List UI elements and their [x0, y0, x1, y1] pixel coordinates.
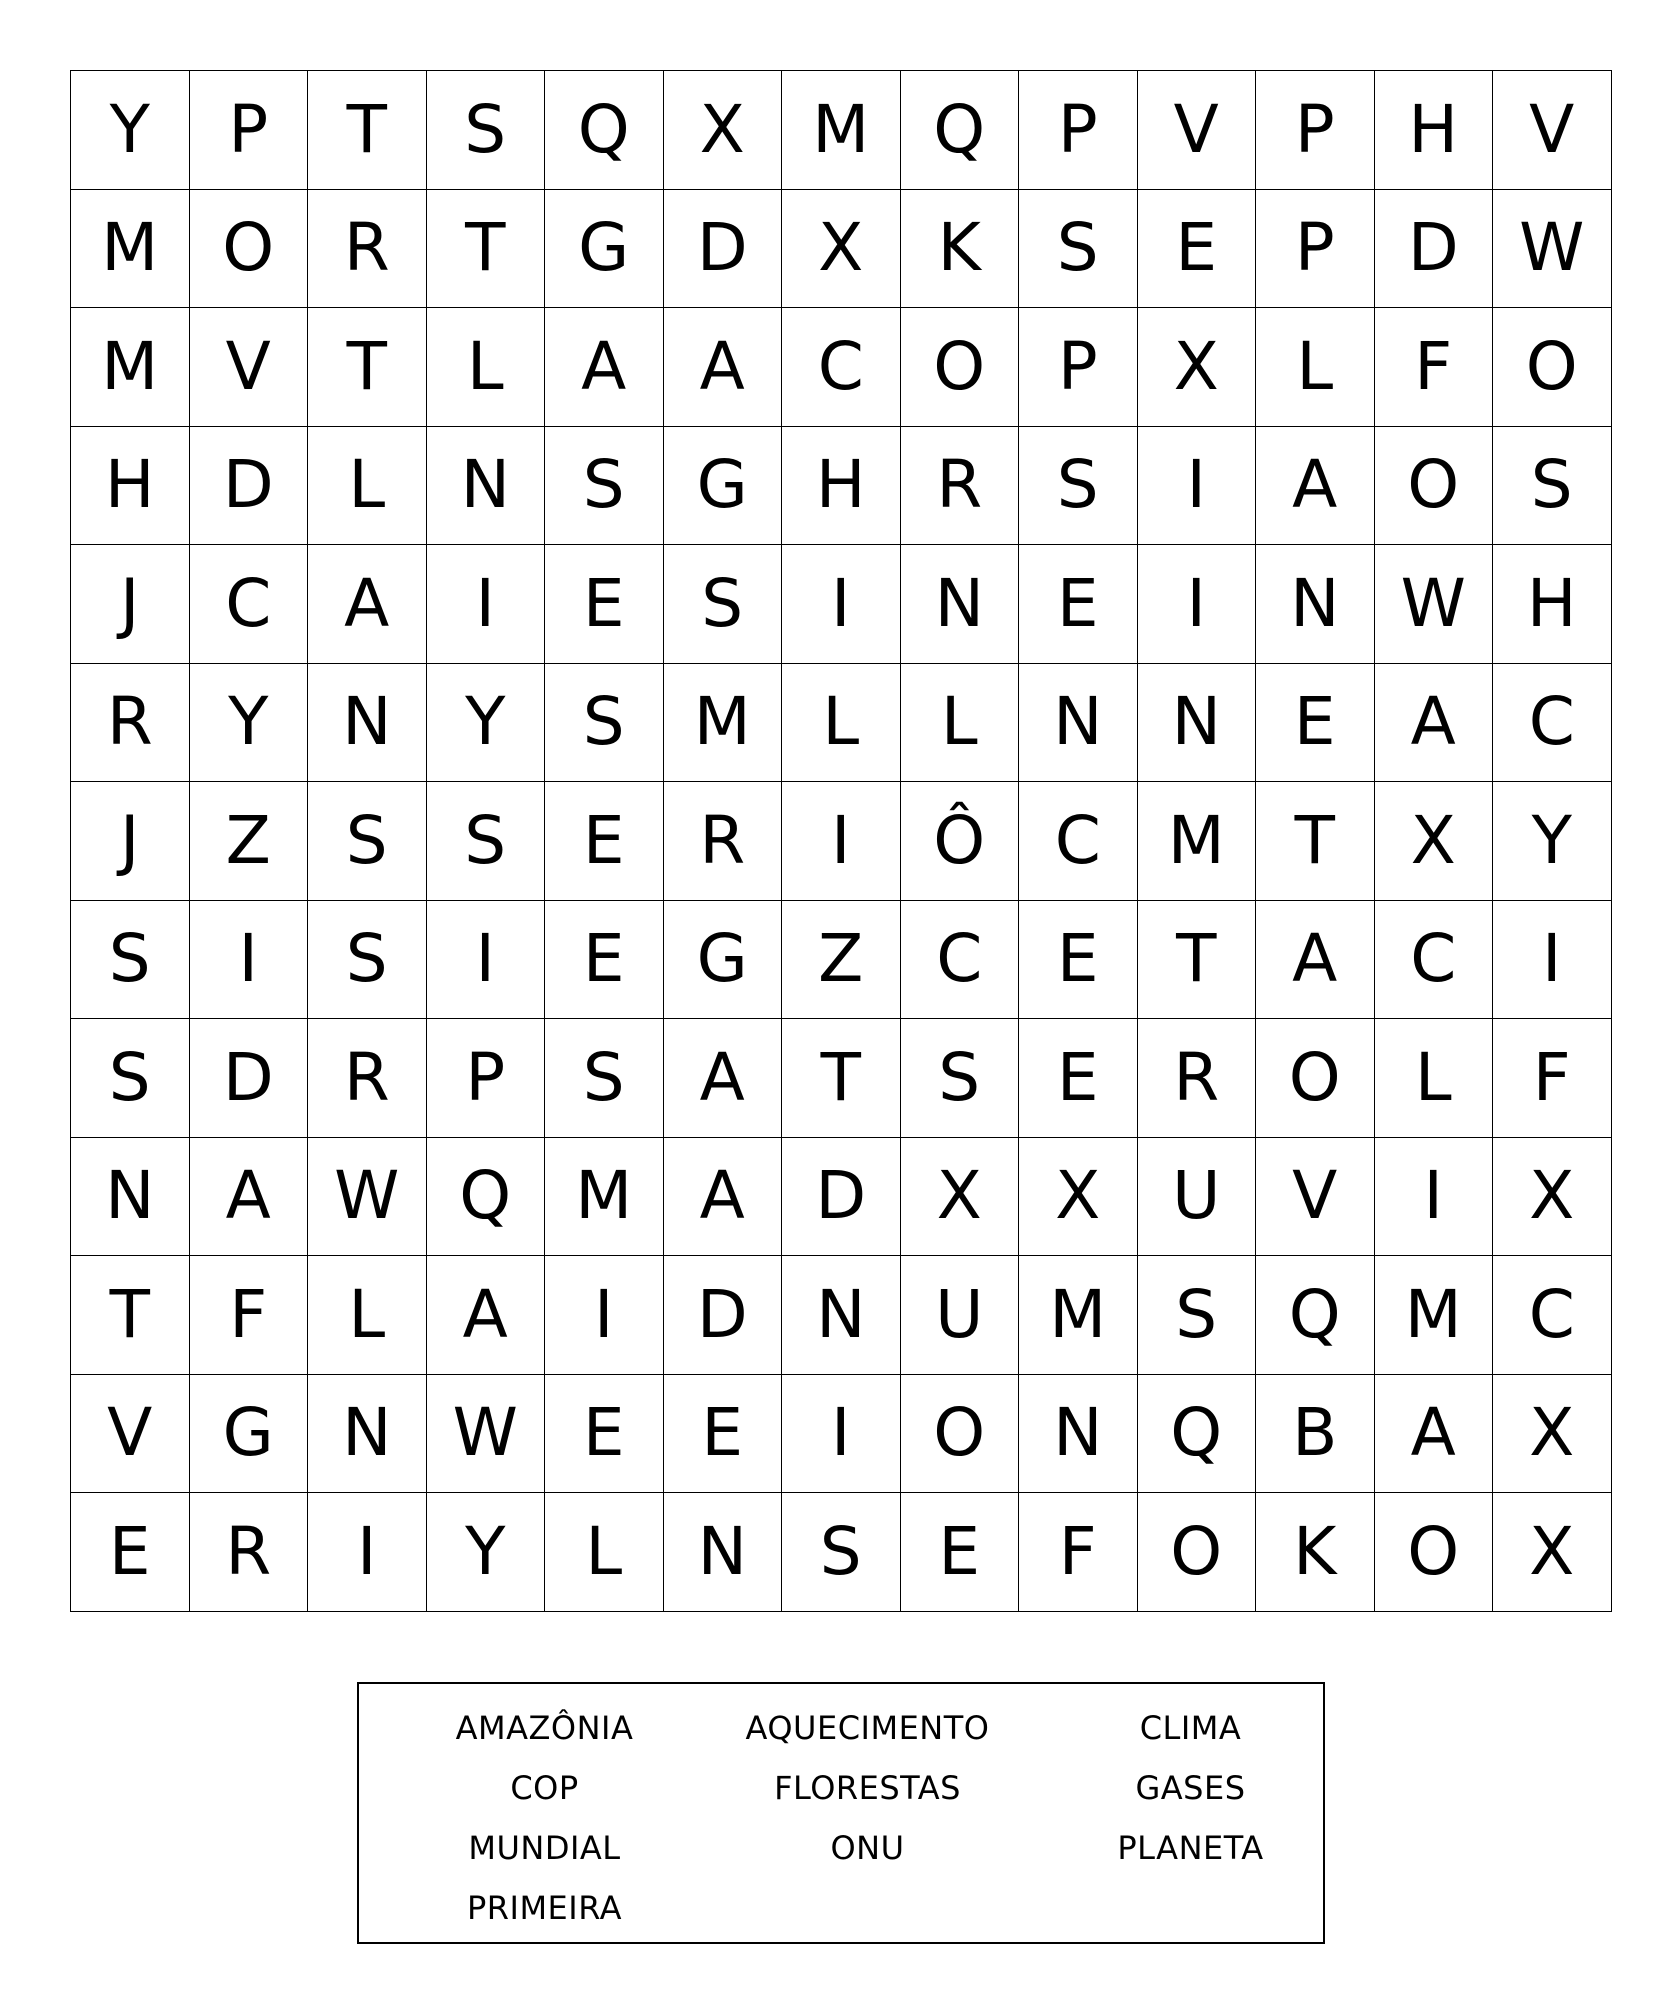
grid-cell[interactable]: N: [901, 545, 1020, 664]
grid-cell[interactable]: O: [1493, 308, 1612, 427]
grid-cell[interactable]: F: [1019, 1493, 1138, 1612]
grid-cell[interactable]: R: [901, 427, 1020, 546]
grid-cell[interactable]: C: [782, 308, 901, 427]
grid-cell[interactable]: F: [1493, 1019, 1612, 1138]
grid-cell[interactable]: Q: [1256, 1256, 1375, 1375]
grid-cell[interactable]: A: [1256, 901, 1375, 1020]
grid-cell[interactable]: V: [190, 308, 309, 427]
grid-cell[interactable]: P: [190, 71, 309, 190]
grid-cell[interactable]: Y: [427, 1493, 546, 1612]
word-item: GASES: [1135, 1769, 1246, 1807]
grid-cell[interactable]: I: [1375, 1138, 1494, 1257]
grid-cell[interactable]: H: [1375, 71, 1494, 190]
grid-cell[interactable]: S: [545, 427, 664, 546]
grid-cell[interactable]: R: [71, 664, 190, 783]
grid-cell[interactable]: E: [1019, 1019, 1138, 1138]
grid-cell[interactable]: A: [1375, 664, 1494, 783]
grid-cell[interactable]: E: [545, 901, 664, 1020]
grid-cell[interactable]: E: [545, 782, 664, 901]
grid-cell[interactable]: M: [1019, 1256, 1138, 1375]
grid-cell[interactable]: H: [782, 427, 901, 546]
grid-cell[interactable]: U: [901, 1256, 1020, 1375]
grid-cell[interactable]: N: [427, 427, 546, 546]
grid-cell[interactable]: E: [664, 1375, 783, 1494]
grid-cell[interactable]: R: [308, 1019, 427, 1138]
word-item: AMAZÔNIA: [455, 1709, 634, 1747]
grid-cell[interactable]: I: [427, 545, 546, 664]
grid-cell[interactable]: D: [1375, 190, 1494, 309]
grid-cell[interactable]: E: [1019, 545, 1138, 664]
grid-cell[interactable]: F: [1375, 308, 1494, 427]
grid-cell[interactable]: L: [1256, 308, 1375, 427]
grid-cell[interactable]: L: [427, 308, 546, 427]
grid-cell[interactable]: G: [664, 427, 783, 546]
grid-cell[interactable]: N: [1019, 664, 1138, 783]
grid-cell[interactable]: X: [1493, 1138, 1612, 1257]
grid-cell[interactable]: V: [1493, 71, 1612, 190]
grid-cell[interactable]: A: [1256, 427, 1375, 546]
grid-cell[interactable]: I: [782, 545, 901, 664]
grid-cell[interactable]: A: [664, 308, 783, 427]
grid-cell[interactable]: E: [1138, 190, 1257, 309]
grid-cell[interactable]: E: [1019, 901, 1138, 1020]
grid-cell[interactable]: O: [1138, 1493, 1257, 1612]
word-item: FLORESTAS: [774, 1769, 961, 1807]
grid-cell[interactable]: G: [190, 1375, 309, 1494]
grid-cell[interactable]: I: [190, 901, 309, 1020]
grid-cell[interactable]: V: [1256, 1138, 1375, 1257]
grid-cell[interactable]: O: [901, 308, 1020, 427]
grid-cell[interactable]: P: [1256, 190, 1375, 309]
grid-cell[interactable]: M: [1375, 1256, 1494, 1375]
grid-cell[interactable]: M: [71, 308, 190, 427]
grid-cell[interactable]: M: [545, 1138, 664, 1257]
grid-cell[interactable]: D: [664, 1256, 783, 1375]
word-item: CLIMA: [1139, 1709, 1242, 1747]
grid-cell[interactable]: R: [1138, 1019, 1257, 1138]
grid-cell[interactable]: O: [1375, 1493, 1494, 1612]
grid-cell[interactable]: E: [545, 1375, 664, 1494]
grid-cell[interactable]: Q: [901, 71, 1020, 190]
grid-cell[interactable]: Z: [782, 901, 901, 1020]
grid-cell[interactable]: L: [1375, 1019, 1494, 1138]
grid-cell[interactable]: H: [71, 427, 190, 546]
grid-cell[interactable]: S: [1019, 190, 1138, 309]
grid-cell[interactable]: A: [664, 1138, 783, 1257]
grid-cell[interactable]: X: [1493, 1493, 1612, 1612]
grid-cell[interactable]: A: [427, 1256, 546, 1375]
word-item: PRIMEIRA: [466, 1889, 623, 1927]
grid-cell[interactable]: A: [190, 1138, 309, 1257]
grid-cell[interactable]: I: [427, 901, 546, 1020]
grid-cell[interactable]: W: [427, 1375, 546, 1494]
grid-cell[interactable]: S: [782, 1493, 901, 1612]
grid-cell[interactable]: H: [1493, 545, 1612, 664]
grid-cell[interactable]: G: [545, 190, 664, 309]
grid-cell[interactable]: L: [308, 1256, 427, 1375]
grid-cell[interactable]: L: [545, 1493, 664, 1612]
grid-cell[interactable]: N: [71, 1138, 190, 1257]
grid-cell[interactable]: N: [308, 664, 427, 783]
grid-cell[interactable]: O: [1375, 427, 1494, 546]
grid-cell[interactable]: S: [71, 1019, 190, 1138]
grid-cell[interactable]: Q: [1138, 1375, 1257, 1494]
grid-cell[interactable]: M: [782, 71, 901, 190]
grid-cell[interactable]: Y: [71, 71, 190, 190]
grid-cell[interactable]: Z: [190, 782, 309, 901]
grid-cell[interactable]: M: [664, 664, 783, 783]
grid-cell[interactable]: X: [901, 1138, 1020, 1257]
grid-cell[interactable]: R: [308, 190, 427, 309]
grid-cell[interactable]: B: [1256, 1375, 1375, 1494]
grid-cell[interactable]: O: [190, 190, 309, 309]
grid-cell[interactable]: I: [782, 1375, 901, 1494]
grid-cell[interactable]: C: [1019, 782, 1138, 901]
grid-cell[interactable]: S: [427, 71, 546, 190]
grid-cell[interactable]: S: [308, 782, 427, 901]
grid-cell[interactable]: O: [1256, 1019, 1375, 1138]
grid-cell[interactable]: I: [1138, 427, 1257, 546]
grid-cell[interactable]: R: [664, 782, 783, 901]
grid-cell[interactable]: N: [1256, 545, 1375, 664]
grid-cell[interactable]: A: [1375, 1375, 1494, 1494]
grid-cell[interactable]: X: [1138, 308, 1257, 427]
grid-cell[interactable]: X: [664, 71, 783, 190]
grid-cell[interactable]: C: [190, 545, 309, 664]
grid-cell[interactable]: I: [545, 1256, 664, 1375]
grid-cell[interactable]: S: [1493, 427, 1612, 546]
grid-cell[interactable]: T: [782, 1019, 901, 1138]
grid-cell[interactable]: S: [901, 1019, 1020, 1138]
grid-cell[interactable]: T: [308, 71, 427, 190]
grid-cell[interactable]: T: [308, 308, 427, 427]
grid-cell[interactable]: O: [901, 1375, 1020, 1494]
grid-cell[interactable]: D: [190, 427, 309, 546]
grid-cell[interactable]: T: [71, 1256, 190, 1375]
grid-cell[interactable]: N: [308, 1375, 427, 1494]
grid-cell[interactable]: C: [1493, 1256, 1612, 1375]
grid-cell[interactable]: I: [1493, 901, 1612, 1020]
grid-cell[interactable]: C: [1493, 664, 1612, 783]
grid-cell[interactable]: C: [1375, 901, 1494, 1020]
word-list: [383, 1698, 1352, 1938]
grid-cell[interactable]: S: [545, 664, 664, 783]
grid-cell[interactable]: N: [1019, 1375, 1138, 1494]
grid-cell[interactable]: M: [71, 190, 190, 309]
word-bank: [357, 1682, 1325, 1944]
grid-cell[interactable]: S: [71, 901, 190, 1020]
grid-cell[interactable]: A: [664, 1019, 783, 1138]
grid-cell[interactable]: W: [308, 1138, 427, 1257]
grid-cell[interactable]: I: [1138, 545, 1257, 664]
grid-cell[interactable]: F: [190, 1256, 309, 1375]
grid-cell[interactable]: T: [1256, 782, 1375, 901]
word-item: MUNDIAL: [468, 1829, 621, 1867]
grid-cell[interactable]: D: [664, 190, 783, 309]
grid-cell[interactable]: Y: [427, 664, 546, 783]
grid-cell[interactable]: A: [308, 545, 427, 664]
grid-cell[interactable]: N: [664, 1493, 783, 1612]
grid-cell[interactable]: I: [308, 1493, 427, 1612]
grid-cell[interactable]: V: [71, 1375, 190, 1494]
word-item: PLANETA: [1117, 1829, 1264, 1867]
grid-cell[interactable]: L: [782, 664, 901, 783]
grid-cell[interactable]: J: [71, 545, 190, 664]
word-item: ONU: [830, 1829, 905, 1867]
grid-cell[interactable]: N: [782, 1256, 901, 1375]
grid-cell[interactable]: S: [427, 782, 546, 901]
grid-cell[interactable]: Y: [1493, 782, 1612, 901]
grid-cell[interactable]: U: [1138, 1138, 1257, 1257]
grid-cell[interactable]: P: [427, 1019, 546, 1138]
grid-cell[interactable]: M: [1138, 782, 1257, 901]
grid-cell[interactable]: C: [901, 901, 1020, 1020]
grid-cell[interactable]: L: [308, 427, 427, 546]
grid-cell[interactable]: Q: [427, 1138, 546, 1257]
grid-cell[interactable]: J: [71, 782, 190, 901]
grid-cell[interactable]: D: [190, 1019, 309, 1138]
grid-cell[interactable]: E: [1256, 664, 1375, 783]
grid-cell[interactable]: S: [308, 901, 427, 1020]
letter-grid: [70, 70, 1612, 1612]
grid-cell[interactable]: K: [1256, 1493, 1375, 1612]
word-item: COP: [510, 1769, 579, 1807]
word-item: AQUECIMENTO: [745, 1709, 990, 1747]
grid-cell[interactable]: L: [901, 664, 1020, 783]
grid-cell[interactable]: I: [782, 782, 901, 901]
grid-cell[interactable]: K: [901, 190, 1020, 309]
grid-cell[interactable]: Ô: [901, 782, 1020, 901]
grid-cell[interactable]: P: [1019, 308, 1138, 427]
grid-cell[interactable]: S: [1019, 427, 1138, 546]
grid-cell[interactable]: E: [545, 545, 664, 664]
grid-cell[interactable]: P: [1019, 71, 1138, 190]
grid-cell[interactable]: V: [1138, 71, 1257, 190]
grid-cell[interactable]: Q: [545, 71, 664, 190]
grid-cell[interactable]: N: [1138, 664, 1257, 783]
grid-cell[interactable]: E: [901, 1493, 1020, 1612]
grid-cell[interactable]: S: [1138, 1256, 1257, 1375]
grid-cell[interactable]: T: [427, 190, 546, 309]
grid-cell[interactable]: S: [664, 545, 783, 664]
grid-cell[interactable]: T: [1138, 901, 1257, 1020]
grid-cell[interactable]: G: [664, 901, 783, 1020]
grid-cell[interactable]: E: [71, 1493, 190, 1612]
grid-cell[interactable]: X: [1019, 1138, 1138, 1257]
grid-cell[interactable]: P: [1256, 71, 1375, 190]
grid-cell[interactable]: W: [1493, 190, 1612, 309]
grid-cell[interactable]: R: [190, 1493, 309, 1612]
grid-cell[interactable]: A: [545, 308, 664, 427]
grid-cell[interactable]: W: [1375, 545, 1494, 664]
grid-cell[interactable]: Y: [190, 664, 309, 783]
grid-cell[interactable]: X: [782, 190, 901, 309]
grid-cell[interactable]: D: [782, 1138, 901, 1257]
grid-cell[interactable]: S: [545, 1019, 664, 1138]
grid-cell[interactable]: X: [1375, 782, 1494, 901]
grid-cell[interactable]: X: [1493, 1375, 1612, 1494]
